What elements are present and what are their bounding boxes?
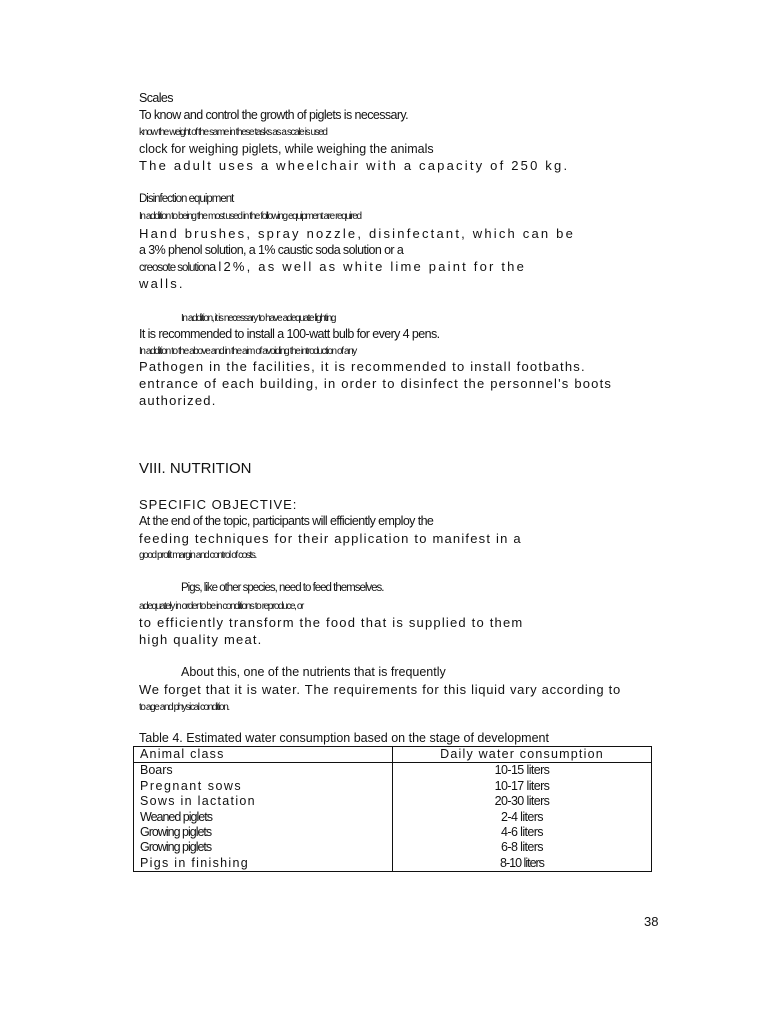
paragraph-line-4: high quality meat. [139,632,263,647]
objective-line-3: good profit margin and control of costs. [139,550,256,561]
table-row [134,779,652,794]
lighting-line-5: authorized. [139,393,217,408]
table-header-row [134,747,652,763]
disinfection-line-3b: al2%, as well as white lime paint for the [208,259,527,274]
objective-line-1: At the end of the topic, participants will efficiently employ the [139,514,434,528]
disinfection-line-4: walls. [139,276,185,291]
lighting-line-2: In addition to the above and in the aim of avoiding the introduction of any [139,346,356,357]
animal-class-cell: Growing piglets [134,825,393,840]
consumption-cell: 20-30 liters [393,794,652,809]
consumption-cell: 8-10 liters [393,856,652,872]
table-row [134,840,652,855]
animal-class-cell: Sows in lactation [134,794,393,809]
column-header-animal-class: Animal class [134,747,393,763]
paragraph-line-1: Pigs, like other species, need to feed themselves. [181,582,384,594]
water-consumption-table [133,746,652,872]
scales-line-2: know the weight of the same in these tasks as a scale is used [139,127,327,138]
table-row [134,763,652,779]
lighting-intro: In addition, it is necessary to have adequate lighting [181,313,335,324]
consumption-cell: 6-8 liters [393,840,652,855]
consumption-cell: 10-15 liters [393,763,652,779]
consumption-cell: 2-4 liters [393,810,652,825]
disinfection-title: Disinfection equipment [139,193,234,205]
objective-line-2: feeding techniques for their application to manifest in a [139,531,522,546]
objective-title: SPECIFIC OBJECTIVE: [139,497,298,512]
animal-class-cell: Pigs in finishing [134,856,393,872]
animal-class-cell: Growing piglets [134,840,393,855]
lighting-line-4: entrance of each building, in order to disinfect the personnel's boots [139,376,613,391]
paragraph-line-7: to age and physical condition. [139,702,229,713]
animal-class-cell: Weaned piglets [134,810,393,825]
table-row [134,810,652,825]
disinfection-line-3 [139,258,526,277]
lighting-line-1: It is recommended to install a 100-watt bulb for every 4 pens. [139,327,440,341]
lighting-line-3: Pathogen in the facilities, it is recommended to install footbaths. [139,359,586,374]
animal-class-cell: Pregnant sows [134,779,393,794]
paragraph-line-5: About this, one of the nutrients that is frequently [181,665,446,679]
scales-line-3: clock for weighing piglets, while weighing the animals [139,142,434,156]
scales-line-1: To know and control the growth of piglets is necessary. [139,108,409,122]
table-row [134,825,652,840]
table-caption: Table 4. Estimated water consumption based on the stage of development [139,731,549,745]
disinfection-intro: In addition to being the most used in the following equipment are required [139,211,361,222]
scales-line-4: The adult uses a wheelchair with a capacity of 250 kg. [139,158,570,173]
paragraph-line-2: adequately in order to be in conditions to reproduce, or [139,601,303,612]
table-row [134,794,652,809]
page-number: 38 [644,914,659,929]
consumption-cell: 4-6 liters [393,825,652,840]
animal-class-cell: Boars [134,763,393,779]
column-header-daily-consumption: Daily water consumption [393,747,652,763]
disinfection-line-3a: creosote solution [139,262,209,274]
consumption-cell: 10-17 liters [393,779,652,794]
table-row [134,856,652,872]
scales-title: Scales [139,91,173,105]
disinfection-line-1: Hand brushes, spray nozzle, disinfectant, which can be [139,226,576,241]
paragraph-line-6: We forget that it is water. The requirements for this liquid vary according to [139,682,621,697]
paragraph-line-3: to efficiently transform the food that is supplied to them [139,615,524,630]
section-heading: VIII. NUTRITION [139,460,252,477]
disinfection-line-2: a 3% phenol solution, a 1% caustic soda solution or a [139,243,404,257]
